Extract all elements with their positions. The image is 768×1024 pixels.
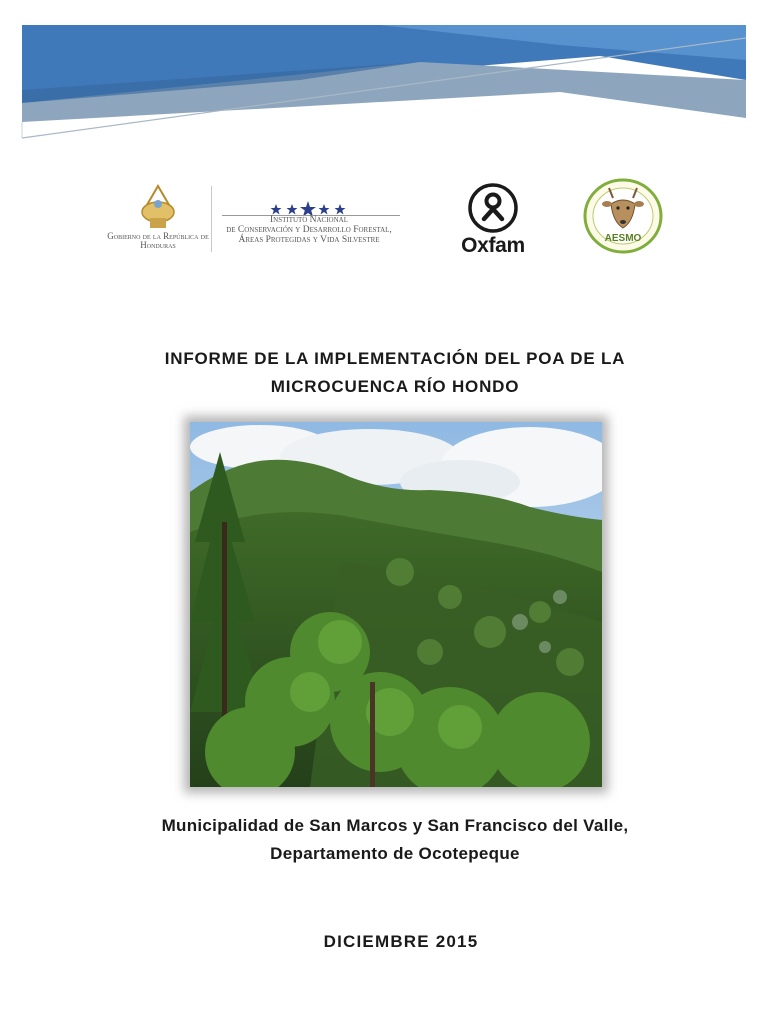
icf-line-2: de Conservación y Desarrollo Forestal,	[226, 224, 392, 235]
forest-landscape-image	[190, 422, 602, 787]
icf-logo-text	[214, 216, 404, 246]
cover-photo	[190, 422, 602, 787]
report-title: INFORME DE LA IMPLEMENTACIÓN DEL POA DE LA MICROCUENCA RÍO HONDO	[164, 349, 626, 396]
aesmo-deer-logo	[583, 178, 663, 254]
logo-divider	[211, 186, 212, 252]
report-subtitle: Municipalidad de San Marcos y San Francisco del Valle, Departamento de Ocotepeque	[161, 816, 629, 863]
gobierno-logo-text: Gobierno de la República de Honduras	[107, 231, 209, 251]
report-date: DICIEMBRE 2015	[323, 932, 479, 951]
icf-line-1: Instituto Nacional	[270, 215, 348, 225]
oxfam-logo-icon	[467, 182, 519, 234]
aesmo-abbr: AESMO	[604, 233, 642, 244]
header-banner	[0, 0, 768, 150]
icf-line-3: Áreas Protegidas y Vida Silvestre	[238, 234, 380, 245]
oxfam-logo-text: Oxfam	[461, 234, 525, 257]
honduras-coat-of-arms-logo	[132, 184, 184, 232]
